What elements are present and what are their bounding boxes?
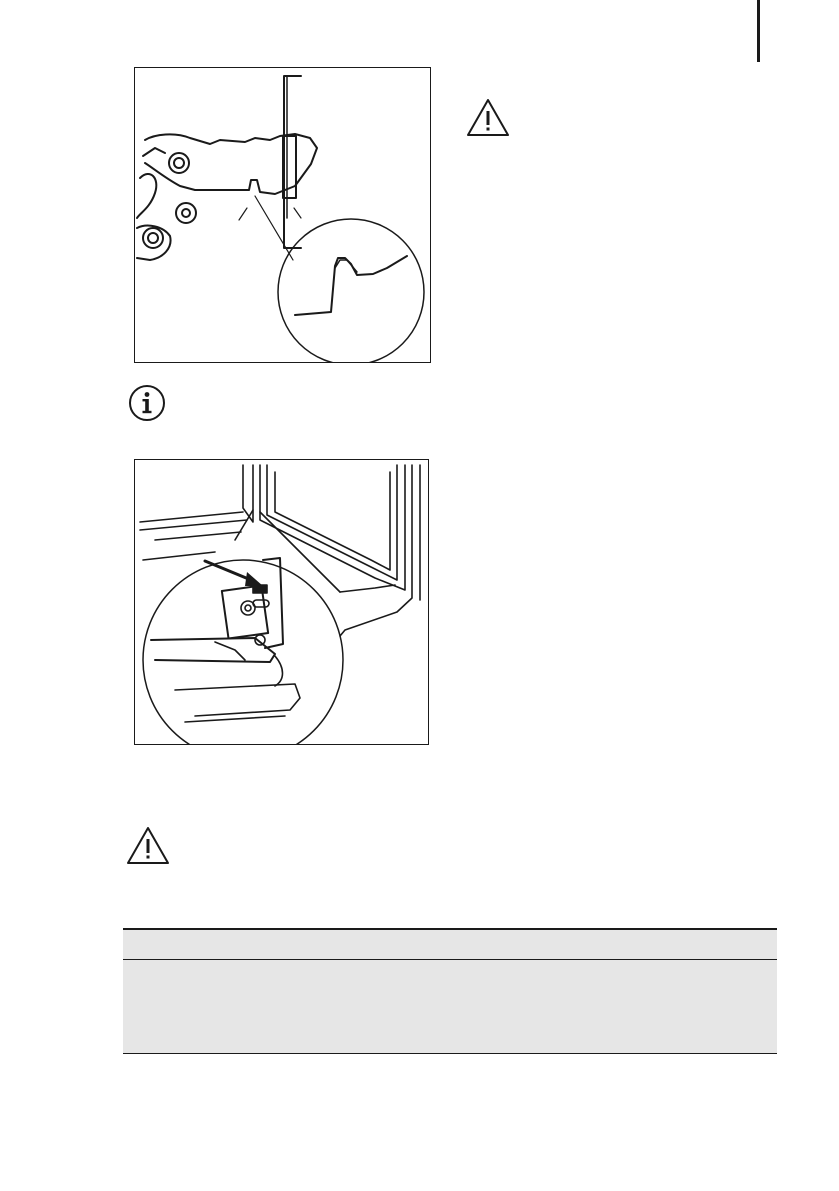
warning-triangle-icon xyxy=(126,826,170,866)
page-corner-bar xyxy=(757,0,760,62)
info-circle-icon xyxy=(127,383,167,423)
warning-triangle-icon xyxy=(466,98,510,138)
table-row xyxy=(123,960,777,1054)
figure-door-hinge-close-up xyxy=(134,67,431,363)
hinge-illustration xyxy=(135,68,430,362)
table-header-row xyxy=(123,928,777,960)
figure-oven-door-hinge-lock xyxy=(134,459,429,745)
oven-illustration xyxy=(135,460,428,744)
troubleshooting-table xyxy=(123,928,777,1055)
